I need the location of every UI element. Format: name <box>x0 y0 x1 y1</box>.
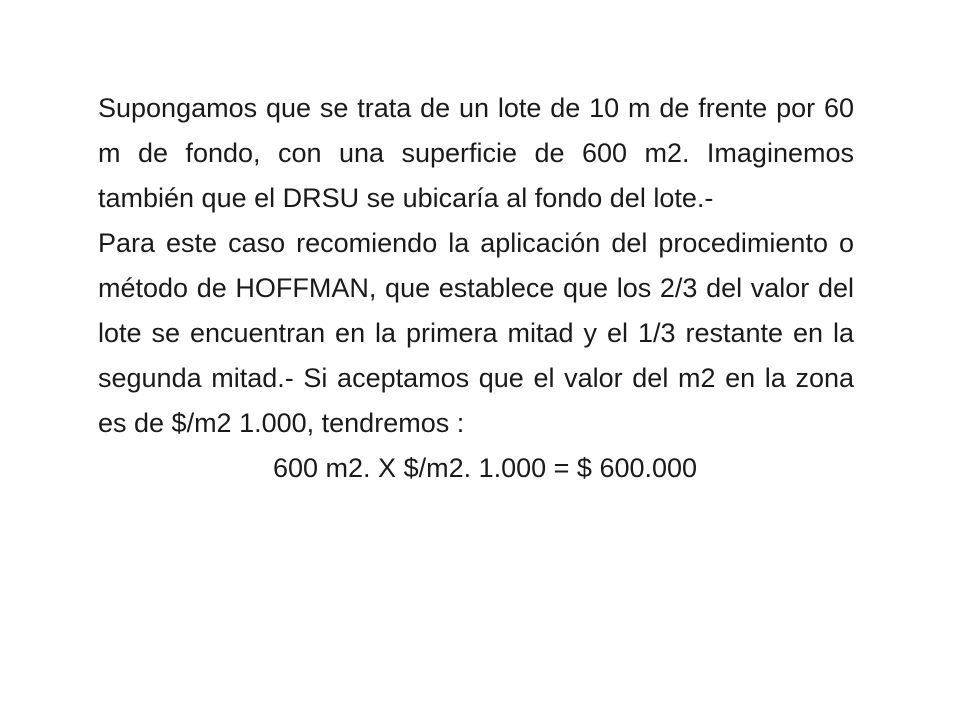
paragraph-lot-description: Supongamos que se trata de un lote de 10 m de frente por 60 m de fondo, con una superficie de 600 m2. Imaginemos también que el DRSU se ubicaría al fondo del lote.- <box>98 93 854 213</box>
slide-text-body <box>98 86 854 491</box>
formula-total-value: 600 m2. X $/m2. 1.000 = $ 600.000 <box>273 453 698 483</box>
paragraph-hoffman-method: Para este caso recomiendo la aplicación del procedimiento o método de HOFFMAN, que establece que los 2/3 del valor del lote se encuentran en la primera mitad y el 1/3 restante en la segunda mitad.- Si aceptamos que el valor del m2 en la zona es de $/m2 1.000, tendremos : <box>98 228 854 438</box>
